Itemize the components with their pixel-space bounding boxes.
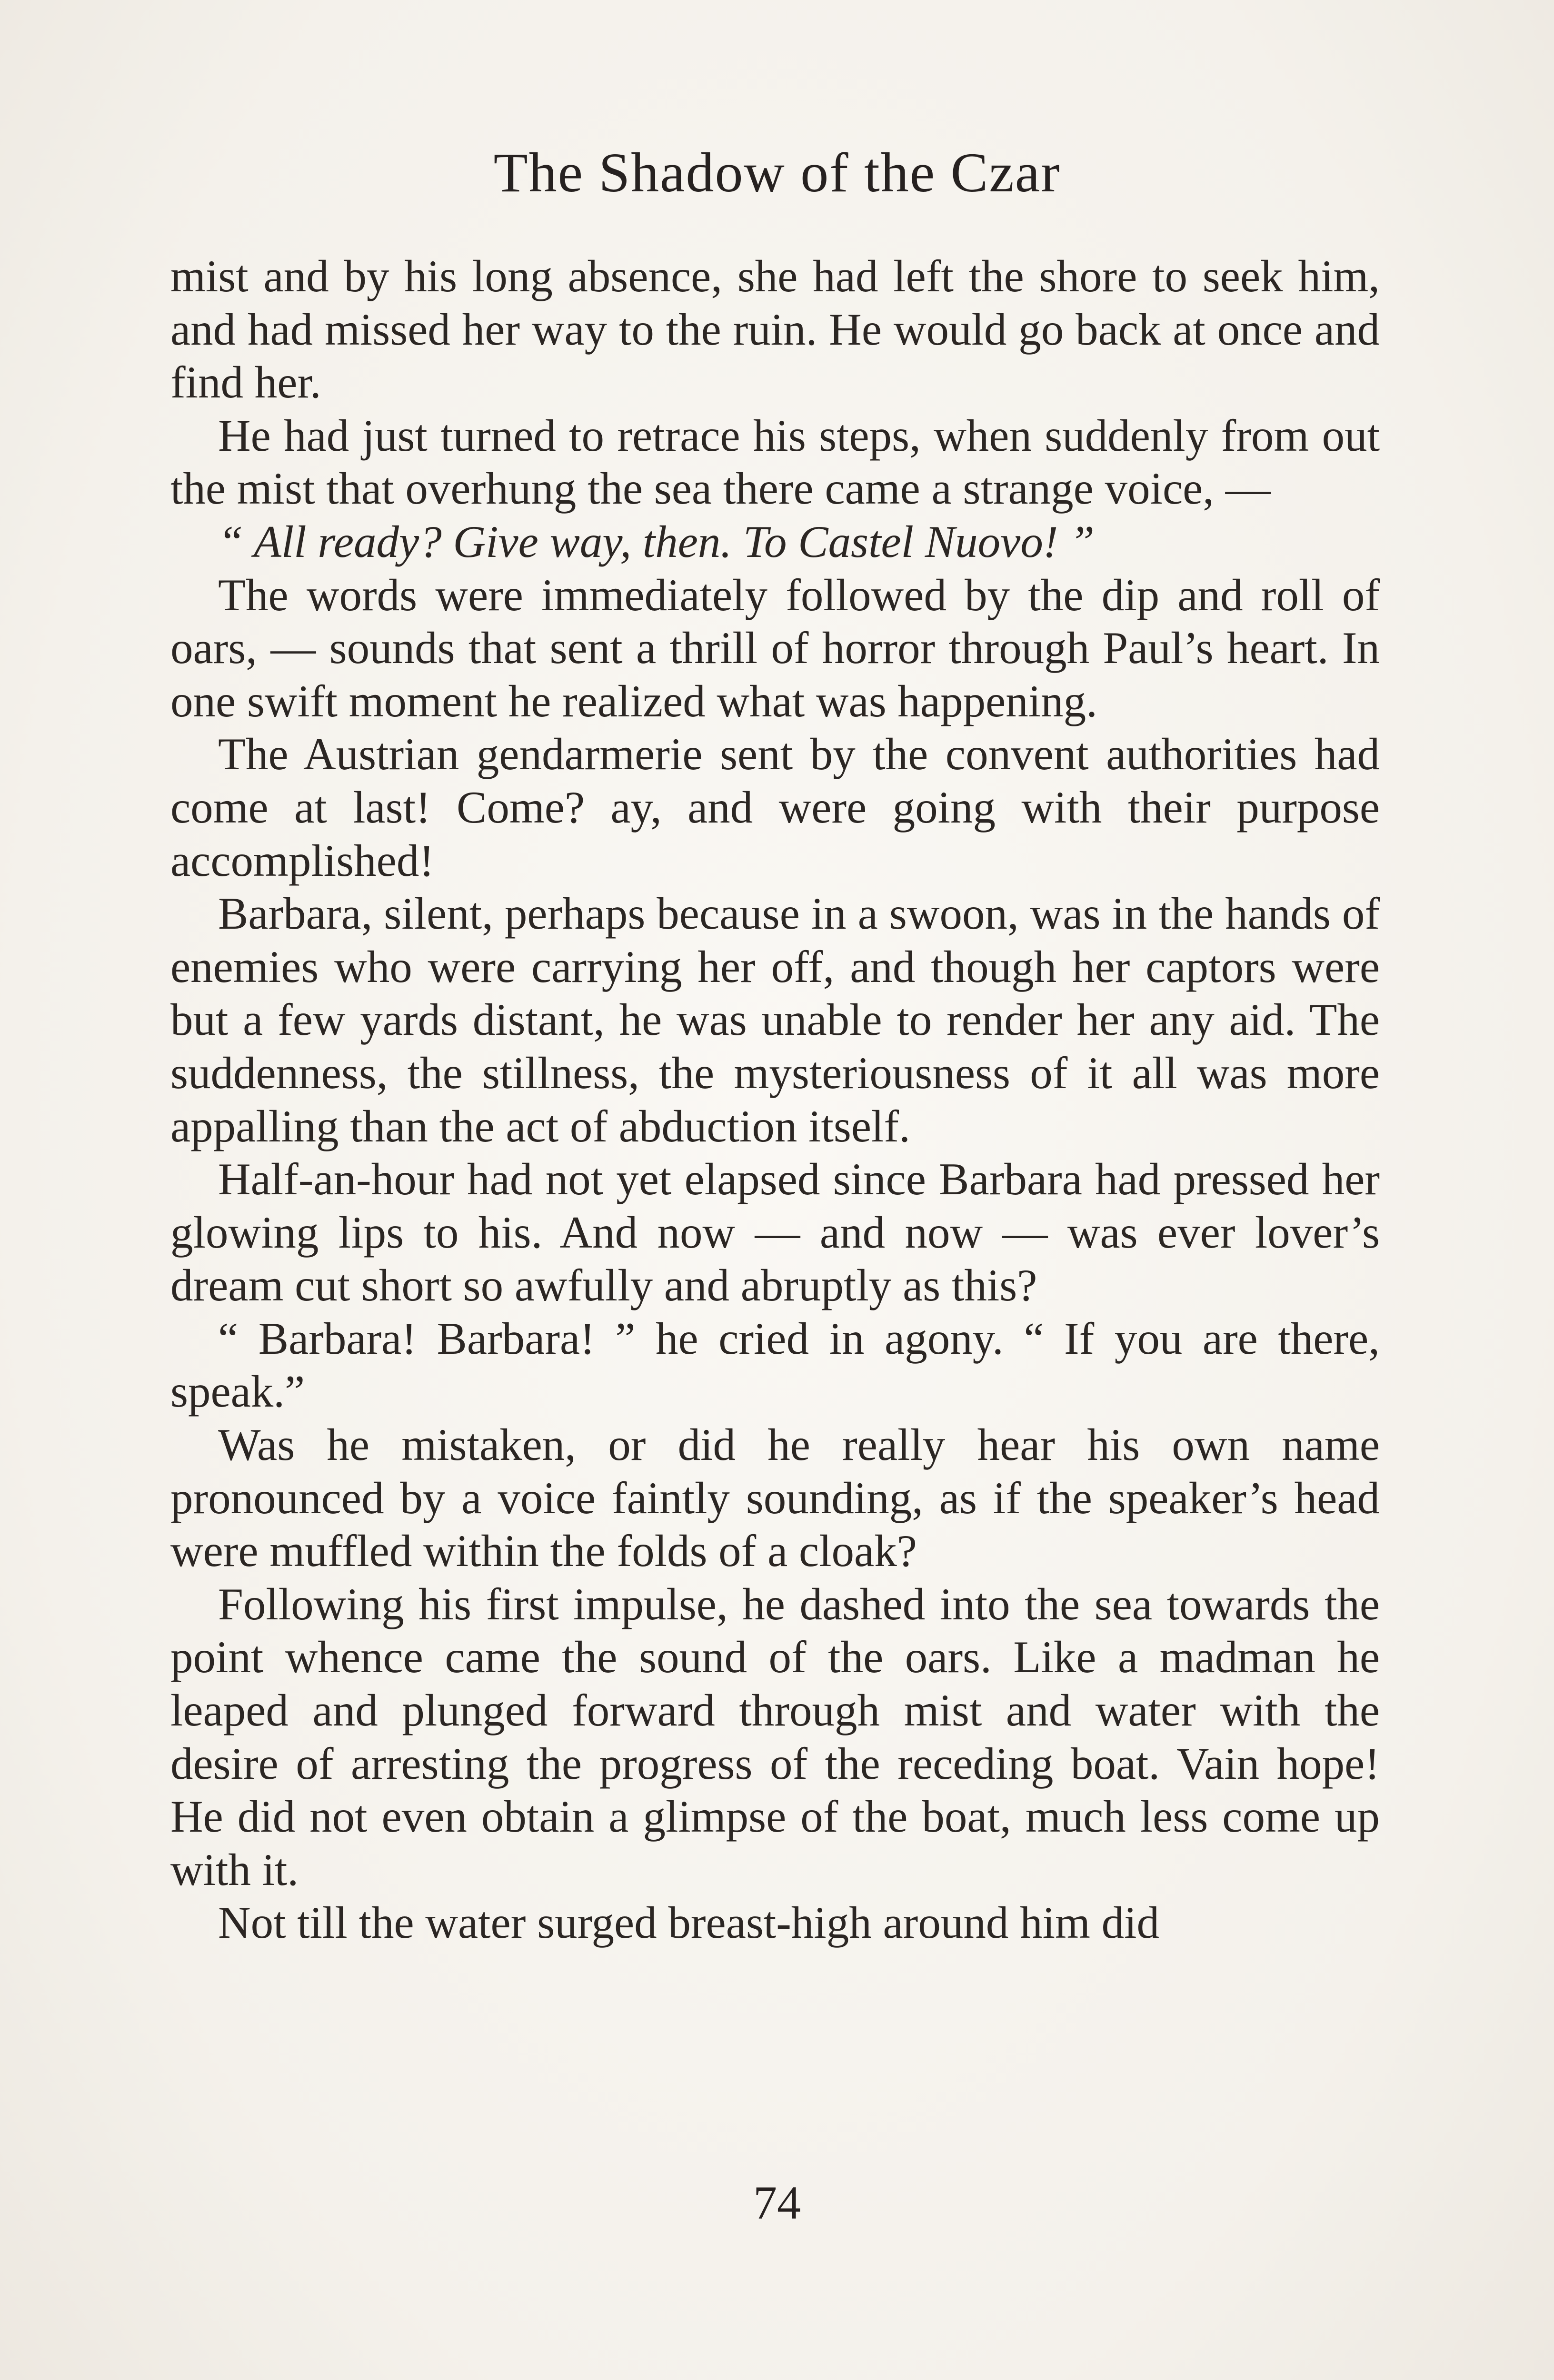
quoted-speech: “ All ready? Give way, then. To Castel Nuovo! ” (218, 516, 1095, 567)
paragraph: Half-an-hour had not yet elapsed since Barbara had pressed her glowing lips to his. And now — and now — was ever lover’s dream cut short so awfully and abruptly as this? (170, 1154, 1380, 1311)
paragraph: Was he mistaken, or did he really hear his own name pronounced by a voice faintly sounding, as if the speaker’s head were muffled within the folds of a cloak? (170, 1419, 1380, 1577)
page-number: 74 (753, 2176, 801, 2229)
paragraph: “ Barbara! Barbara! ” he cried in agony. “ If you are there, speak.” (170, 1313, 1380, 1417)
paragraph: Following his first impulse, he dashed into the sea towards the point whence came the sound of the oars. Like a madman he leaped and plunged forward through mist and water with the desire of arresting the progress of the receding boat. Vain hope! He did not even obtain a glimpse of the boat, much less come up with it. (170, 1578, 1380, 1895)
running-header: The Shadow of the Czar (493, 141, 1061, 204)
paragraph: Barbara, silent, perhaps because in a swoon, was in the hands of enemies who were carrying her off, and though her captors were but a few yards distant, he was unable to render her any aid. The suddenness, the stillness, the mysteriousness of it all was more appalling than the act of abduction itself. (170, 888, 1380, 1151)
body-text (170, 250, 1380, 1950)
paragraph: The words were immediately followed by the dip and roll of oars, — sounds that sent a thrill of horror through Paul’s heart. In one swift moment he realized what was happening. (170, 569, 1380, 726)
paragraph: He had just turned to retrace his steps, when suddenly from out the mist that overhung the sea there came a strange voice, — (170, 410, 1380, 514)
paragraph: The Austrian gendarmerie sent by the convent authorities had come at last! Come? ay, and were going with their purpose accomplished! (170, 729, 1380, 886)
paragraph: Not till the water surged breast-high around him did (218, 1897, 1160, 1948)
paragraph-continuation: mist and by his long absence, she had left the shore to seek him, and had missed her way to the ruin. He would go back at once and find her. (170, 251, 1380, 408)
